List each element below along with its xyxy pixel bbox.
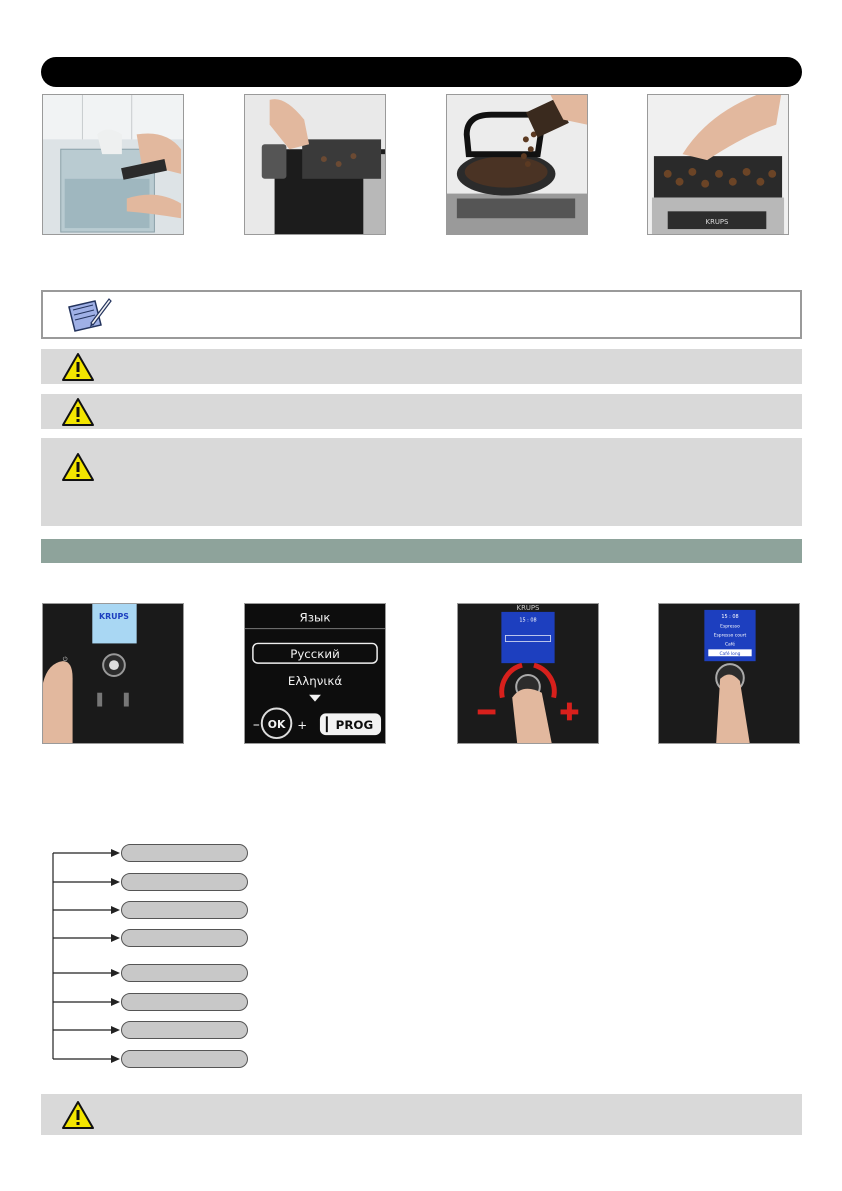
menu-item-4 [121, 929, 248, 947]
photo-pour-coffee-beans [446, 94, 588, 235]
note-pencil-icon [63, 295, 113, 335]
photo-rotate-selector [457, 603, 599, 744]
section-header-bar [41, 539, 802, 563]
krups-screen-logo: KRUPS [98, 611, 129, 621]
menu-item-6 [121, 993, 248, 1011]
krups-logo: KRUPS [705, 218, 729, 227]
krups-logo: KRUPS [516, 604, 540, 612]
photo-fill-water-tank [42, 94, 184, 235]
warning-box-4 [41, 1094, 802, 1135]
svg-text:15 : 08: 15 : 08 [519, 617, 537, 624]
photo-close-bean-lid [647, 94, 789, 235]
menu-item-7 [121, 1021, 248, 1039]
svg-text:Café long: Café long [719, 651, 741, 657]
section-title-bar [41, 57, 802, 87]
ok-button-label: OK [267, 718, 286, 732]
svg-text:Espresso court: Espresso court [713, 633, 747, 639]
svg-text:⏻: ⏻ [62, 657, 68, 664]
plus-label: + [297, 718, 308, 733]
menu-item-1 [121, 844, 248, 862]
warning-box-1 [41, 349, 802, 384]
svg-text:15 : 08: 15 : 08 [721, 613, 739, 620]
warning-box-2 [41, 394, 802, 429]
photo-press-power-button [42, 603, 184, 744]
warning-icon [61, 397, 95, 427]
lcd-language-screen [244, 603, 386, 744]
language-selected: Русский [290, 647, 340, 662]
svg-text:Café: Café [724, 642, 736, 648]
note-box [41, 290, 802, 339]
warning-icon [61, 352, 95, 382]
language-title: Язык [299, 610, 331, 625]
warning-icon [61, 452, 95, 482]
language-next: Ελληνικά [287, 673, 343, 688]
menu-item-8 [121, 1050, 248, 1068]
minus-icon [478, 709, 496, 714]
photo-press-selector [658, 603, 800, 744]
menu-item-2 [121, 873, 248, 891]
menu-item-3 [121, 901, 248, 919]
minus-label: – [252, 717, 260, 734]
svg-text:Espresso: Espresso [720, 624, 740, 630]
photo-insert-water-tank [244, 94, 386, 235]
menu-item-5 [121, 964, 248, 982]
warning-box-3 [41, 438, 802, 526]
prog-button-label: PROG [335, 718, 374, 733]
warning-icon [61, 1100, 95, 1130]
